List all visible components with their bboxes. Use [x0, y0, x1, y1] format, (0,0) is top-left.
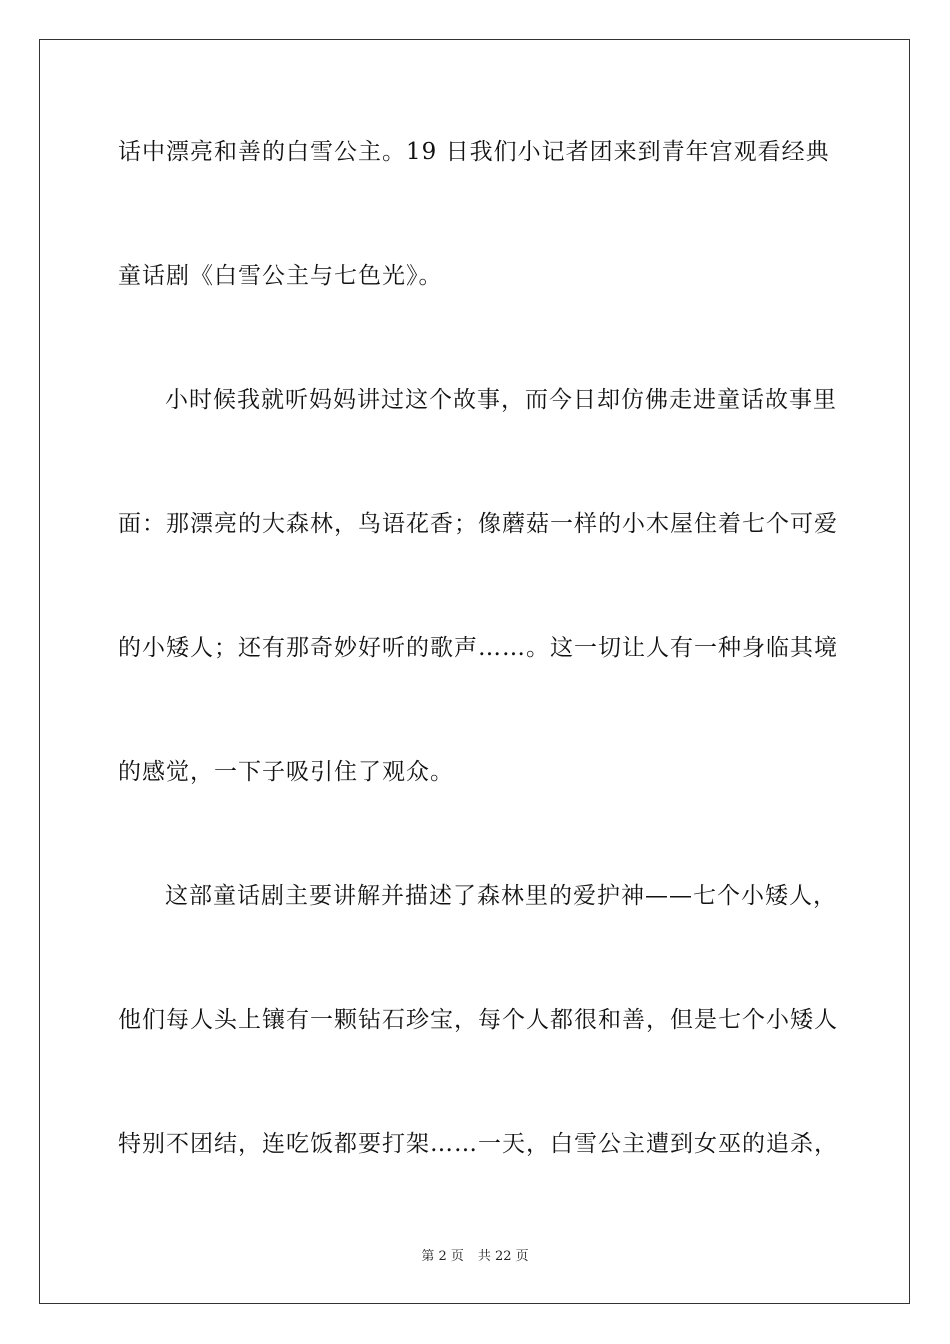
page-total: 共 22 页 — [477, 1249, 529, 1264]
text-line-1: 话中漂亮和善的白雪公主。19 日我们小记者团来到青年宫观看经典 — [118, 139, 830, 165]
page-number: 第 2 页 — [421, 1249, 464, 1264]
text-line-5: 的小矮人；还有那奇妙好听的歌声……。这一切让人有一种身临其境 — [118, 635, 838, 661]
text-line-9: 特别不团结，连吃饭都要打架……一天，白雪公主遭到女巫的追杀， — [118, 1131, 838, 1157]
text-line-3: 小时候我就听妈妈讲过这个故事，而今日却仿佛走进童话故事里 — [165, 387, 837, 413]
text-line-8: 他们每人头上镶有一颗钻石珍宝，每个人都很和善，但是七个小矮人 — [118, 1007, 838, 1033]
text-line-2: 童话剧《白雪公主与七色光》。 — [118, 263, 443, 289]
text-line-4: 面：那漂亮的大森林，鸟语花香；像蘑菇一样的小木屋住着七个可爱 — [118, 511, 838, 537]
text-line-6: 的感觉，一下子吸引住了观众。 — [118, 759, 454, 785]
text-line-7: 这部童话剧主要讲解并描述了森林里的爱护神——七个小矮人， — [165, 883, 837, 909]
page-footer — [0, 1248, 950, 1266]
page-frame — [39, 39, 910, 1304]
